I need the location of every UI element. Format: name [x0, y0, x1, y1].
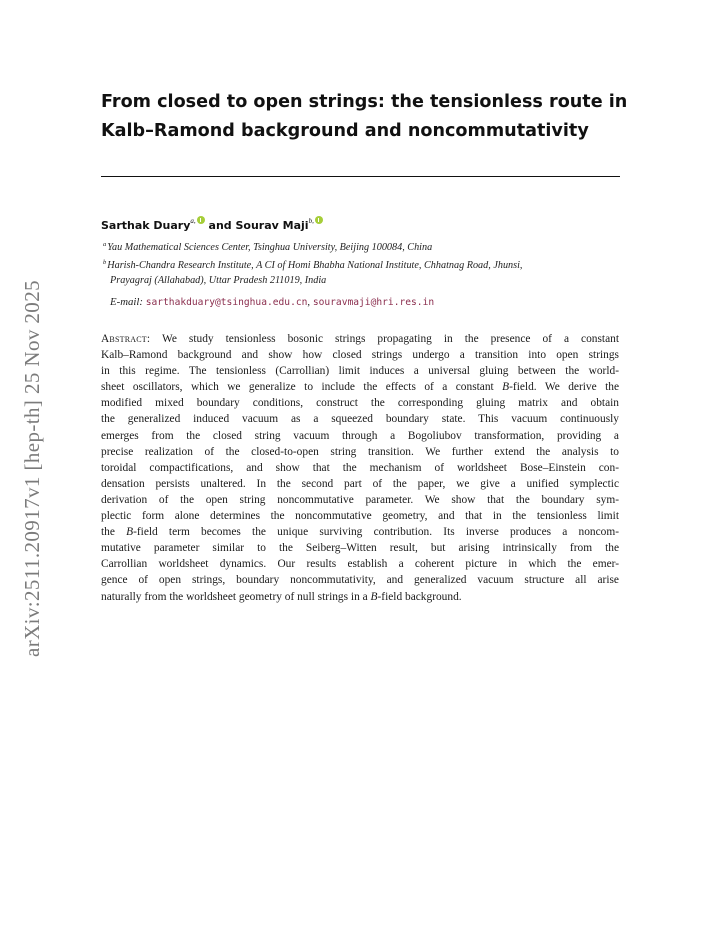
email-link-1[interactable]: sarthakduary@tsinghua.edu.cn	[145, 297, 308, 308]
affiliation-mark-b: b	[103, 259, 107, 266]
arxiv-identifier: arXiv:2511.20917v1 [hep-th] 25 Nov 2025	[20, 279, 45, 657]
title-rule	[101, 176, 620, 177]
email-line	[110, 296, 434, 308]
abstract-line: in this regime. The tensionless (Carrollian) limit induces a universal gluing between the world-	[101, 365, 619, 378]
affiliation-a	[103, 238, 621, 256]
affiliation-b	[103, 256, 621, 288]
abstract-line: modified mixed boundary conditions, construct the corresponding gluing matrix and obtain	[101, 397, 619, 410]
abstract-line: sheet oscillators, which we generalize to include the effects of a constant B-field. We derive the	[101, 381, 619, 394]
abstract-heading: Abstract:	[101, 333, 151, 345]
abstract-line: Abstract: We study tensionless bosonic strings propagating in the presence of a constant	[101, 333, 619, 345]
abstract-line: Carrollian worldsheet dynamics. Our results establish a coherent picture in which the emer-	[101, 558, 619, 571]
title-line-1: From closed to open strings: the tensionless route in	[101, 92, 628, 112]
abstract-line: Kalb–Ramond background and show how closed strings undergo a transition into open strings	[101, 349, 619, 362]
abstract-line: naturally from the worldsheet geometry of null strings in a B-field background.	[101, 590, 462, 603]
orcid-icon[interactable]	[315, 216, 323, 224]
abstract-line: the B-field term becomes the unique surviving contribution. Its inverse produces a noncom-	[101, 526, 619, 539]
abstract-line: densation persists unaltered. In the second part of the paper, we give a unified symplectic	[101, 477, 619, 490]
abstract-line: emerges from the closed string vacuum through a Bogoliubov transformation, providing a	[101, 429, 619, 442]
author-2-affil-marks: b,	[308, 217, 314, 225]
affiliation-b-text-line-2: Prayagraj (Allahabad), Uttar Pradesh 211019, India	[110, 274, 327, 286]
author-1-affil-marks: a,	[190, 217, 196, 225]
affiliation-b-text-line-1: Harish-Chandra Research Institute, A CI of Homi Bhabha National Institute, Chhatnag Road, Jhunsi,	[107, 260, 523, 271]
author-name-2: Sourav Maji	[235, 219, 309, 232]
abstract-line: precise realization of the closed-to-open string transition. We further extend the analysis to	[101, 445, 619, 458]
abstract-line: gence of open strings, boundary noncommutativity, and generalized vacuum structure all arise	[101, 574, 619, 587]
abstract-line: mutative parameter similar to the Seiberg–Witten result, but arising intrinsically from the	[101, 542, 619, 555]
author-joiner: and	[208, 219, 232, 232]
title-line-2: Kalb–Ramond background and noncommutativity	[101, 121, 589, 141]
abstract-line: derivation of the open string noncommutative parameter. We show that the boundary sym-	[101, 493, 619, 506]
email-link-2[interactable]: souravmaji@hri.res.in	[312, 297, 435, 308]
abstract-line: plectic form alone determines the noncommutative geometry, and that in the tensionless limit	[101, 510, 619, 523]
affiliation-a-text: Yau Mathematical Sciences Center, Tsinghua University, Beijing 100084, China	[107, 242, 433, 253]
email-separator: ,	[307, 296, 311, 308]
abstract	[101, 331, 619, 605]
affiliation-mark-a: a	[103, 241, 107, 248]
paper-title	[101, 88, 631, 146]
author-list	[101, 216, 323, 232]
orcid-icon[interactable]	[197, 216, 205, 224]
abstract-line: the generalized induced vacuum as a squeezed boundary state. This vacuum continuously	[101, 413, 619, 426]
author-name-1: Sarthak Duary	[101, 219, 191, 232]
email-label: E-mail:	[110, 296, 143, 308]
abstract-line: toroidal compactifications, and show that the mechanism of worldsheet Bose–Einstein con-	[101, 461, 619, 474]
